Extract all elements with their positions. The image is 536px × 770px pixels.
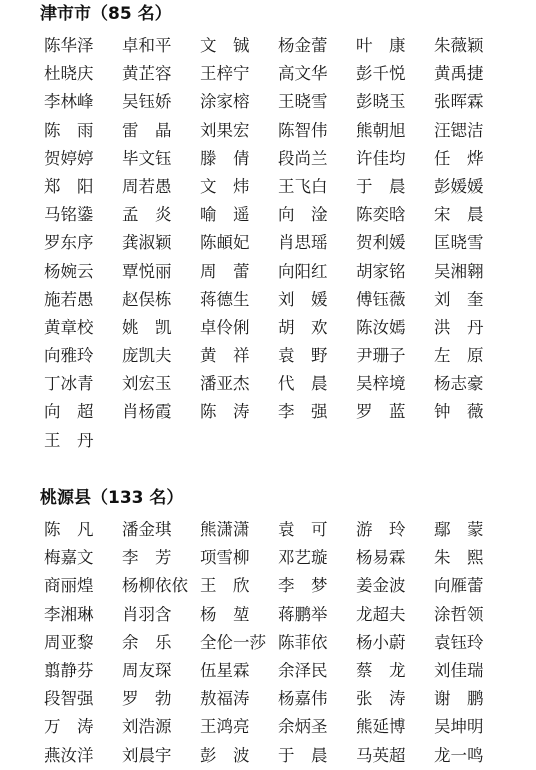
name-entry: 李 梦 (278, 576, 328, 596)
name-entry: 王晓雪 (278, 92, 328, 112)
name-entry: 王梓宁 (200, 64, 250, 84)
name-entry: 蒋鹏举 (278, 604, 328, 624)
name-entry: 张晖霖 (434, 92, 484, 112)
name-grid-taoyuan (44, 516, 504, 770)
name-entry: 吴梓境 (356, 374, 406, 394)
name-entry: 代 晨 (278, 374, 328, 394)
name-entry: 陈华泽 (44, 36, 94, 55)
name-entry: 陈 凡 (44, 520, 94, 539)
name-entry: 梅嘉文 (44, 548, 94, 568)
name-entry: 杨婉云 (44, 261, 94, 281)
name-entry: 涂家榕 (200, 92, 250, 112)
name-entry: 肖思瑶 (278, 233, 328, 253)
name-entry: 马铭鍌 (44, 205, 94, 225)
name-entry: 赵俣栋 (122, 289, 172, 309)
name-entry: 熊潇潇 (200, 520, 250, 539)
name-entry: 毕文钰 (122, 148, 172, 168)
name-entry: 姚 凯 (122, 317, 172, 337)
name-entry: 蒋德生 (200, 289, 250, 309)
name-entry: 文 铖 (200, 36, 250, 55)
name-entry: 燕汝洋 (44, 745, 94, 765)
name-entry: 吴坤明 (434, 717, 484, 737)
name-entry: 李 强 (278, 402, 328, 422)
name-entry: 尹珊子 (356, 346, 406, 366)
name-entry: 肖羽含 (122, 604, 172, 624)
name-entry: 胡家铭 (356, 261, 406, 281)
name-entry: 杨嘉伟 (278, 689, 328, 709)
name-entry: 文 炜 (200, 176, 250, 196)
name-entry: 段智强 (44, 689, 94, 709)
name-entry: 罗东序 (44, 233, 94, 253)
name-entry: 卓和平 (122, 36, 172, 55)
name-entry: 贺婷婷 (44, 148, 94, 168)
name-entry: 黄 祥 (200, 346, 250, 366)
name-entry: 于 晨 (356, 176, 406, 196)
name-entry: 陈菲依 (278, 632, 328, 652)
name-entry: 郑 阳 (44, 176, 94, 196)
name-entry: 龙一鸣 (434, 745, 484, 765)
name-entry: 向 淦 (278, 205, 328, 225)
name-entry: 万 涛 (44, 717, 94, 737)
name-entry: 朱薇颖 (434, 36, 484, 55)
name-entry: 许佳均 (356, 148, 406, 168)
name-entry: 黄禹捷 (434, 64, 484, 84)
name-entry: 滕 倩 (200, 148, 250, 168)
name-entry: 彭晓玉 (356, 92, 406, 112)
name-entry: 杨 堃 (200, 604, 250, 624)
name-entry: 杨易霖 (356, 548, 406, 568)
name-entry: 向阳红 (278, 261, 328, 281)
name-entry: 彭千悦 (356, 64, 406, 84)
name-entry: 朱 熙 (434, 548, 484, 568)
name-entry: 鄢 蒙 (434, 520, 484, 539)
name-entry: 马英超 (356, 745, 406, 765)
name-entry: 陈頔妃 (200, 233, 250, 253)
name-entry: 高文华 (278, 64, 328, 84)
name-entry: 覃悦丽 (122, 261, 172, 281)
name-entry: 陈 雨 (44, 120, 94, 140)
name-entry: 王飞白 (278, 176, 328, 196)
name-entry: 游 玲 (356, 520, 406, 539)
name-entry: 周 蕾 (200, 261, 250, 281)
name-entry: 黄芷容 (122, 64, 172, 84)
name-entry: 杨金蕾 (278, 36, 328, 55)
name-entry: 王鸿亮 (200, 717, 250, 737)
name-entry: 彭媛媛 (434, 176, 484, 196)
name-entry: 李林峰 (44, 92, 94, 112)
name-entry: 洪 丹 (434, 317, 484, 337)
name-entry: 左 原 (434, 346, 484, 366)
name-entry: 叶 康 (356, 36, 406, 55)
name-entry: 陈智伟 (278, 120, 328, 140)
name-entry: 龙超夫 (356, 604, 406, 624)
name-entry: 吴湘翱 (434, 261, 484, 281)
name-entry: 龚淑颖 (122, 233, 172, 253)
name-entry: 刘宏玉 (122, 374, 172, 394)
name-entry: 卓伶俐 (200, 317, 250, 337)
name-entry: 任 烨 (434, 148, 484, 168)
section-title-taoyuan: 桃源县（133 名） (40, 488, 184, 508)
name-entry: 施若愚 (44, 289, 94, 309)
name-entry: 余炳圣 (278, 717, 328, 737)
name-entry: 雷 晶 (122, 120, 172, 140)
name-entry: 商丽煌 (44, 576, 94, 596)
name-entry: 熊朝旭 (356, 120, 406, 140)
name-entry: 周亚黎 (44, 632, 94, 652)
name-entry: 肖杨霞 (122, 402, 172, 422)
name-entry: 陈汝嫣 (356, 317, 406, 337)
name-entry: 潘金琪 (122, 520, 172, 539)
name-entry: 周友琛 (122, 660, 172, 680)
name-entry: 李湘琳 (44, 604, 94, 624)
name-entry: 姜金波 (356, 576, 406, 596)
name-entry: 涂哲领 (434, 604, 484, 624)
name-entry: 敖福涛 (200, 689, 250, 709)
name-entry: 刘晨宇 (122, 745, 172, 765)
name-entry: 杨小蔚 (356, 632, 406, 652)
name-entry: 宋 晨 (434, 205, 484, 225)
name-entry: 熊延博 (356, 717, 406, 737)
name-entry: 刘 奎 (434, 289, 484, 309)
name-entry: 杨柳依依 (122, 576, 188, 596)
name-grid-jinshi (44, 32, 504, 455)
name-entry: 袁 可 (278, 520, 328, 539)
name-entry: 翦静芬 (44, 660, 94, 680)
name-entry: 傅钰薇 (356, 289, 406, 309)
name-entry: 刘 媛 (278, 289, 328, 309)
name-entry: 段尚兰 (278, 148, 328, 168)
name-entry: 周若愚 (122, 176, 172, 196)
name-entry: 喻 遥 (200, 205, 250, 225)
name-entry: 胡 欢 (278, 317, 328, 337)
name-entry: 孟 炎 (122, 205, 172, 225)
name-entry: 杜晓庆 (44, 64, 94, 84)
name-entry: 陈奕晗 (356, 205, 406, 225)
name-entry: 袁 野 (278, 346, 328, 366)
name-entry: 谢 鹏 (434, 689, 484, 709)
name-entry: 于 晨 (278, 745, 328, 765)
name-entry: 吴钰娇 (122, 92, 172, 112)
name-entry: 贺利媛 (356, 233, 406, 253)
name-entry: 刘果宏 (200, 120, 250, 140)
name-entry: 王 丹 (44, 430, 94, 450)
name-entry: 黄章校 (44, 317, 94, 337)
name-entry: 陈 涛 (200, 402, 250, 422)
name-entry: 钟 薇 (434, 402, 484, 422)
name-entry: 蔡 龙 (356, 660, 406, 680)
name-entry: 刘佳瑞 (434, 660, 484, 680)
name-entry: 庞凯夫 (122, 346, 172, 366)
name-entry: 向雁蕾 (434, 576, 484, 596)
name-entry: 向雅玲 (44, 346, 94, 366)
name-entry: 匡晓雪 (434, 233, 484, 253)
name-entry: 李 芳 (122, 548, 172, 568)
name-entry: 张 涛 (356, 689, 406, 709)
name-entry: 王 欣 (200, 576, 250, 596)
name-entry: 伍星霖 (200, 660, 250, 680)
name-entry: 全伦一莎 (200, 632, 266, 652)
name-entry: 刘浩源 (122, 717, 172, 737)
section-taoyuan (0, 484, 536, 768)
name-entry: 杨志豪 (434, 374, 484, 394)
name-entry: 彭 波 (200, 745, 250, 765)
name-entry: 余 乐 (122, 632, 172, 652)
name-entry: 袁钰玲 (434, 632, 484, 652)
name-entry: 项雪柳 (200, 548, 250, 568)
name-entry: 汪锶洁 (434, 120, 484, 140)
name-entry: 邓艺璇 (278, 548, 328, 568)
name-entry: 向 超 (44, 402, 94, 422)
name-entry: 余泽民 (278, 660, 328, 680)
name-entry: 罗 勃 (122, 689, 172, 709)
name-entry: 丁冰青 (44, 374, 94, 394)
name-entry: 罗 蓝 (356, 402, 406, 422)
section-title-jinshi: 津市市（85 名） (40, 4, 172, 24)
name-entry: 潘亚杰 (200, 374, 250, 394)
